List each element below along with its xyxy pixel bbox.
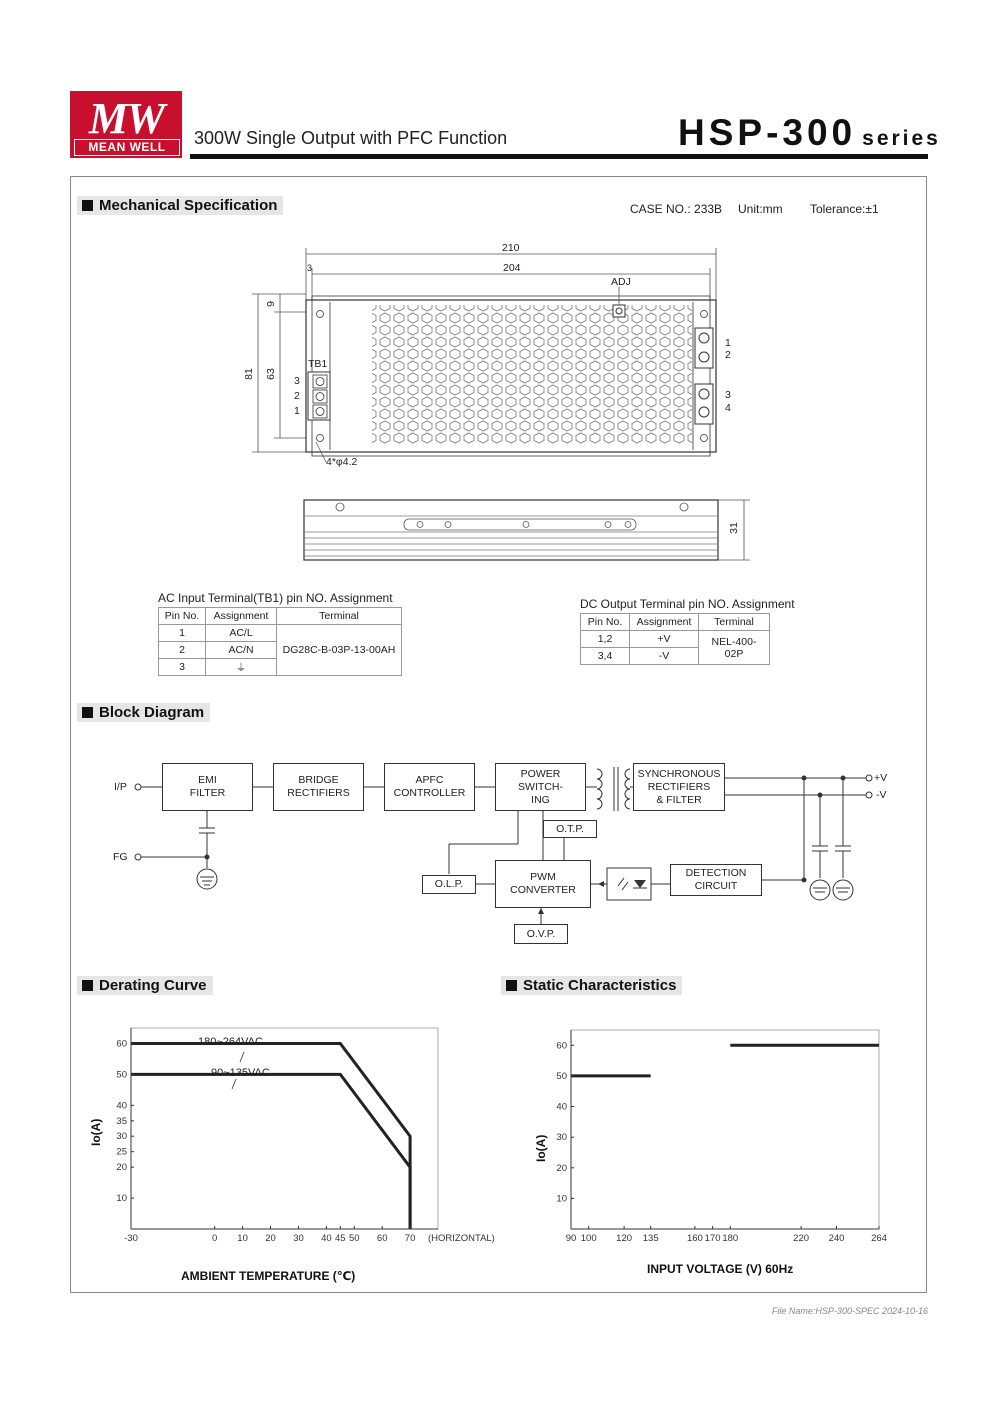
x-tick-label: 135 <box>642 1233 659 1244</box>
dim-height-inner: 63 <box>264 368 277 380</box>
unit-label: Unit:mm <box>738 202 783 216</box>
y-tick-label: 25 <box>116 1146 127 1158</box>
section-derating-title: Derating Curve <box>77 976 213 995</box>
block-text: EMI <box>198 774 217 786</box>
y-tick-label: 50 <box>556 1070 567 1082</box>
section-block-title: Block Diagram <box>77 703 210 722</box>
y-tick-label: 30 <box>116 1131 127 1143</box>
block-text: CIRCUIT <box>694 880 738 892</box>
terminal-cell: NEL-400-02P <box>699 631 770 665</box>
block-text: APFC <box>415 774 444 786</box>
section-static-title: Static Characteristics <box>501 976 682 995</box>
header-cell: Assignment <box>630 614 699 631</box>
table-cell: 1 <box>159 625 206 642</box>
tb1-label: TB1 <box>308 358 328 370</box>
x-tick-label: 264 <box>871 1233 887 1244</box>
tb1-pin-3: 3 <box>294 375 300 387</box>
y-tick-label: 50 <box>116 1069 127 1081</box>
block-text: SWITCH- <box>518 780 563 793</box>
x-axis-extra-label: (HORIZONTAL) <box>428 1233 495 1244</box>
x-tick-label: 10 <box>237 1233 248 1244</box>
detection-circuit-block <box>670 864 762 896</box>
block-text: FILTER <box>189 787 226 799</box>
series-leader <box>232 1079 236 1089</box>
plus-v-label: +V <box>874 772 888 784</box>
ground-symbol-icon: ⏚ <box>206 659 277 676</box>
mount-hole-label: 4*φ4.2 <box>326 456 358 468</box>
y-tick-label: 60 <box>116 1038 127 1050</box>
table-cell: +V <box>630 631 699 648</box>
header-cell: Terminal <box>277 608 402 625</box>
header-cell: Terminal <box>699 614 770 631</box>
logo-mark: MW <box>88 94 164 143</box>
synchronous-rectifiers-block <box>633 763 725 811</box>
dc-table-title: DC Output Terminal pin NO. Assignment <box>580 597 795 611</box>
x-tick-label: 30 <box>293 1233 304 1244</box>
otp-block: O.T.P. <box>543 820 597 838</box>
y-tick-label: 60 <box>556 1040 567 1052</box>
apfc-controller-block <box>384 763 475 811</box>
series-line-180-264vac <box>131 1044 410 1230</box>
table-row <box>581 631 770 648</box>
x-tick-label: 170 <box>704 1233 721 1244</box>
block-text: POWER <box>520 767 561 780</box>
tb1-pin-2: 2 <box>294 390 300 402</box>
terminal-cell: DG28C-B-03P-13-00AH <box>277 625 402 676</box>
input-terminal-label: I/P <box>114 781 127 793</box>
x-tick-label: 220 <box>793 1233 810 1244</box>
x-tick-label: 240 <box>828 1233 845 1244</box>
dim-top-gap: 9 <box>264 301 277 307</box>
x-tick-label: 120 <box>616 1233 633 1244</box>
out-pin-1: 1 <box>725 337 731 349</box>
header-cell: Pin No. <box>159 608 206 625</box>
static-chart <box>500 1000 930 1300</box>
y-axis-label: Io(A) <box>534 1134 548 1162</box>
ac-table-title: AC Input Terminal(TB1) pin NO. Assignment <box>158 591 393 605</box>
x-tick-label: 180 <box>722 1233 739 1244</box>
block-text: CONTROLLER <box>393 787 466 799</box>
block-text: SYNCHRONOUS <box>637 767 721 780</box>
derating-x-axis-label: AMBIENT TEMPERATURE (℃) <box>181 1269 356 1283</box>
model-name: HSP-300 <box>678 112 857 153</box>
y-tick-label: 10 <box>556 1193 567 1205</box>
x-tick-label: 40 <box>321 1233 332 1244</box>
series-label-180-264vac: 180~264VAC <box>198 1036 263 1048</box>
x-tick-label: -30 <box>124 1233 138 1244</box>
logo-brand-text: MEAN WELL <box>74 139 180 156</box>
adj-label: ADJ <box>611 276 631 288</box>
minus-v-label: -V <box>876 789 887 801</box>
table-cell: 3 <box>159 659 206 676</box>
ac-input-table <box>158 607 402 676</box>
out-pin-3: 3 <box>725 389 731 401</box>
emi-filter-block <box>162 763 253 811</box>
table-cell: -V <box>630 648 699 665</box>
plot-frame <box>571 1030 879 1229</box>
dim-overall-length: 210 <box>502 242 520 254</box>
dim-offset: 3 <box>307 263 313 273</box>
tolerance-label: Tolerance:±1 <box>810 202 879 216</box>
block-text: & FILTER <box>656 793 702 806</box>
block-text: CONVERTER <box>510 884 576 896</box>
x-tick-label: 60 <box>376 1233 388 1244</box>
model-suffix: series <box>862 127 941 150</box>
y-tick-label: 40 <box>556 1101 567 1113</box>
series-line-90-135vac <box>131 1074 410 1229</box>
table-row <box>581 614 770 631</box>
out-pin-2: 2 <box>725 349 731 361</box>
block-text: RECTIFIERS <box>647 780 711 793</box>
dim-inner-length: 204 <box>503 262 521 274</box>
out-pin-4: 4 <box>725 402 731 414</box>
bridge-rectifiers-block <box>273 763 364 811</box>
y-tick-label: 30 <box>556 1132 567 1144</box>
ovp-block: O.V.P. <box>514 924 568 944</box>
x-tick-label: 70 <box>404 1233 416 1244</box>
table-row <box>159 608 402 625</box>
tb1-pin-1: 1 <box>294 405 300 417</box>
table-cell: AC/L <box>206 625 277 642</box>
header-cell: Pin No. <box>581 614 630 631</box>
x-tick-label: 45 <box>335 1233 346 1244</box>
block-text: PWM <box>530 871 556 883</box>
page-subtitle: 300W Single Output with PFC Function <box>194 128 508 148</box>
olp-block: O.L.P. <box>422 875 476 894</box>
dim-height-overall: 81 <box>242 368 255 380</box>
x-tick-label: 160 <box>686 1233 703 1244</box>
y-tick-label: 35 <box>116 1115 127 1127</box>
table-row <box>159 625 402 642</box>
y-tick-label: 20 <box>556 1162 567 1174</box>
header-cell: Assignment <box>206 608 277 625</box>
derating-chart <box>0 1000 500 1300</box>
pwm-converter-block <box>495 860 591 908</box>
table-cell: 1,2 <box>581 631 630 648</box>
section-mechanical-title: Mechanical Specification <box>77 196 283 215</box>
table-cell: 2 <box>159 642 206 659</box>
block-text: BRIDGE <box>298 774 339 786</box>
table-cell: AC/N <box>206 642 277 659</box>
block-text: RECTIFIERS <box>287 787 350 799</box>
static-x-axis-label: INPUT VOLTAGE (V) 60Hz <box>647 1262 794 1276</box>
dc-output-table <box>580 613 770 665</box>
case-number: CASE NO.: 233B <box>630 202 723 216</box>
dim-side-height: 31 <box>727 522 740 534</box>
x-tick-label: 100 <box>580 1233 597 1244</box>
y-axis-label: Io(A) <box>89 1118 103 1146</box>
y-tick-label: 20 <box>116 1162 127 1174</box>
x-tick-label: 90 <box>565 1233 577 1244</box>
fg-terminal-label: FG <box>113 851 128 863</box>
footer-file-name: File Name:HSP-300-SPEC 2024-10-16 <box>771 1306 928 1316</box>
power-switching-block <box>495 763 586 811</box>
x-tick-label: 20 <box>265 1233 276 1244</box>
block-text: DETECTION <box>685 867 747 879</box>
series-label-90-135vac: 90~135VAC <box>211 1067 270 1079</box>
y-tick-label: 40 <box>116 1100 127 1112</box>
mechanical-drawing <box>0 0 1000 700</box>
y-tick-label: 10 <box>116 1193 127 1205</box>
x-tick-label: 0 <box>212 1233 218 1244</box>
series-leader <box>240 1052 244 1062</box>
x-tick-label: 50 <box>349 1233 360 1244</box>
plot-frame <box>131 1028 438 1229</box>
block-diagram-wiring <box>0 700 1000 960</box>
table-cell: 3,4 <box>581 648 630 665</box>
block-text: ING <box>531 793 550 806</box>
